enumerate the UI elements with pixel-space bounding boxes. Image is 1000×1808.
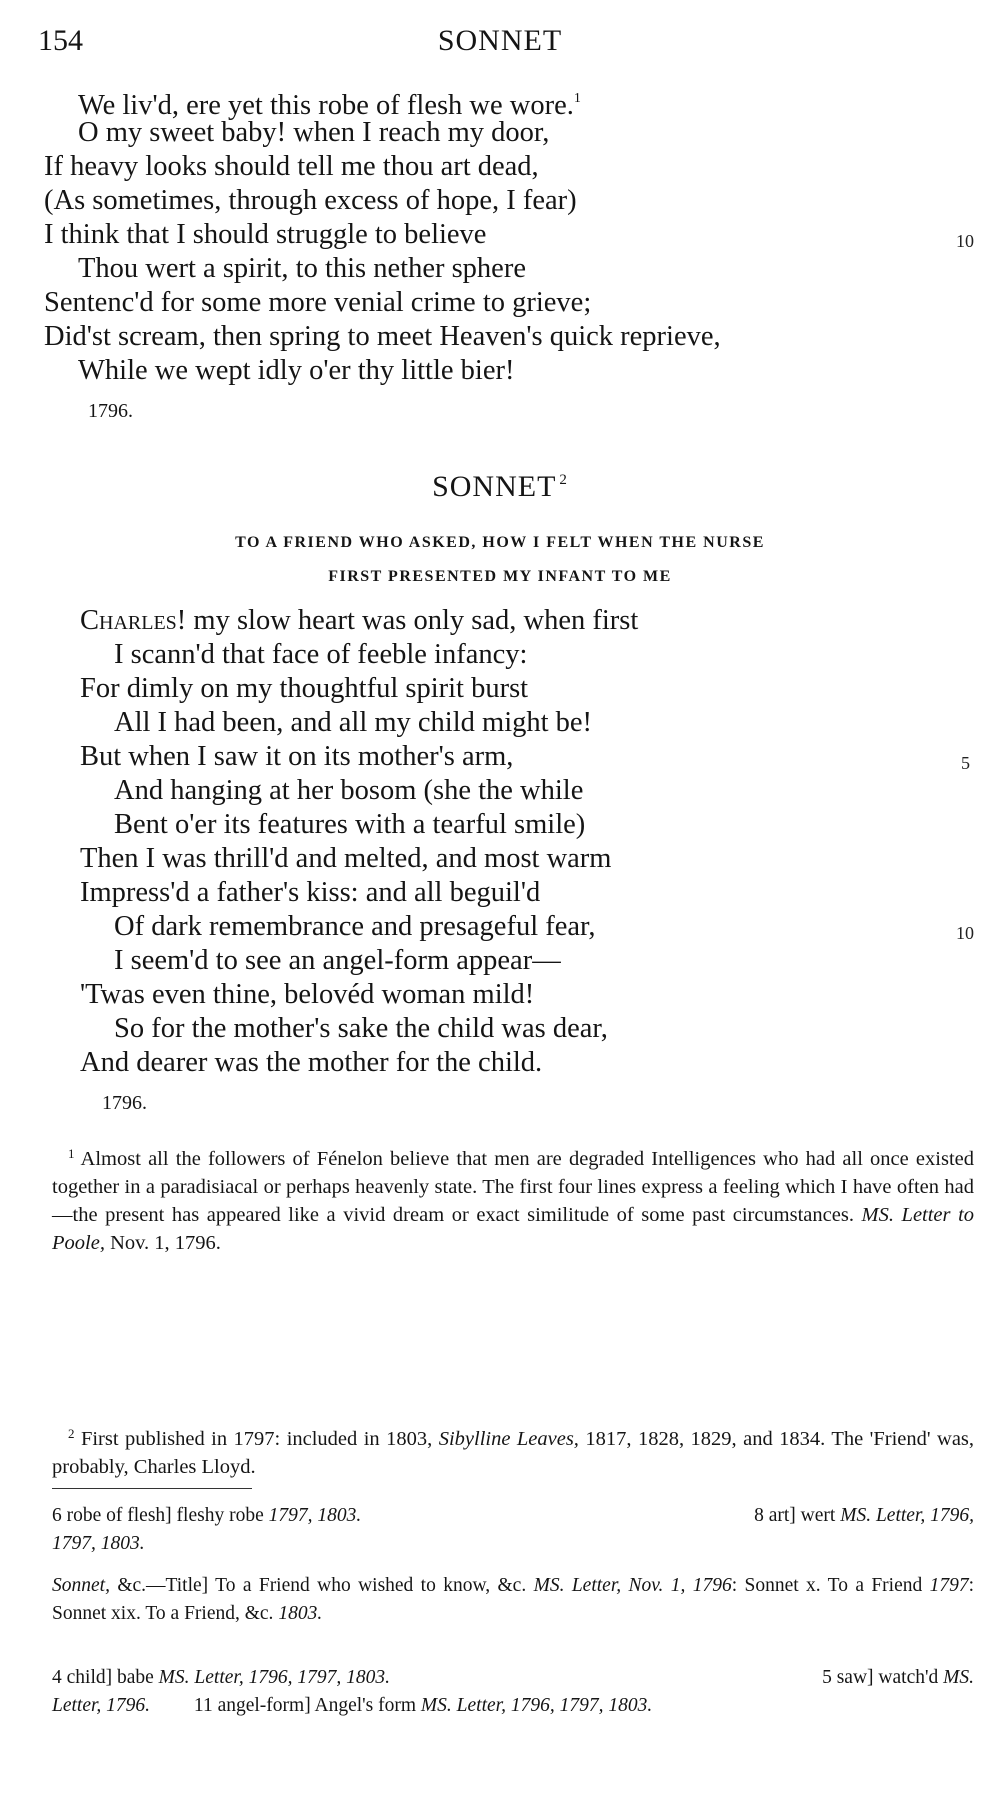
- footnote-1: $^1$ Almost all the followers of Fénelon believe that men are degraded Intelligences who had all once existed together in a paradisiacal or perhaps heavenly state. The first four lines express a feeling which I have often had—the present has appeared like a vivid dream or exact similitude of some past circumstances. MS. Letter to Poole, Nov. 1, 1796.: [52, 1146, 975, 1254]
- poem-line: Did'st scream, then spring to meet Heaven's quick reprieve,: [44, 321, 721, 352]
- divider-rule: [52, 1488, 252, 1489]
- poem-line: Of dark remembrance and presageful fear, 10: [114, 910, 974, 944]
- poem-line: O my sweet baby! when I reach my door,: [78, 117, 550, 148]
- poem-line: I seem'd to see an angel-form appear—: [114, 945, 561, 976]
- page-number: 154: [38, 24, 83, 57]
- poem-line: And hanging at her bosom (she the while: [114, 775, 584, 806]
- poem-line: For dimly on my thoughtful spirit burst: [80, 673, 529, 704]
- footnote-marker: 1: [68, 1146, 75, 1161]
- footnote-2: $^2$ First published in 1797: included in 1803, Sibylline Leaves, 1817, 1828, 1829, and 1834. The 'Friend' was, probably, Charles Lloyd.: [52, 1426, 975, 1478]
- poem-line: (As sometimes, through excess of hope, I fear): [44, 185, 577, 216]
- poem-line: I scann'd that face of feeble infancy:: [114, 639, 528, 670]
- poem-line: Sentenc'd for some more venial crime to grieve;: [44, 287, 592, 318]
- poem-line: Then I was thrill'd and melted, and most warm: [80, 843, 612, 874]
- section-subtitle: FIRST PRESENTED MY INFANT TO ME: [328, 568, 672, 585]
- poem-line: So for the mother's sake the child was dear,: [114, 1013, 608, 1044]
- poem-line: 'Twas even thine, belovéd woman mild!: [80, 979, 535, 1010]
- poem-line: If heavy looks should tell me thou art dead,: [44, 151, 539, 182]
- line-number: 10: [956, 231, 974, 251]
- poem-line: But when I saw it on its mother's arm, 5: [80, 740, 970, 774]
- variant-reading-3: 4 child] babe MS. Letter, 1796, 1797, 1803. 5 saw] watch'd MS. Letter, 1796. 11 angel-form] Angel's form MS. Letter, 1796, 1797, 1803.: [52, 1667, 974, 1716]
- poem-line: We liv'd, ere yet this robe of flesh we wore.$^1$: [78, 90, 581, 121]
- line-number: 10: [956, 923, 974, 943]
- poem-line: Bent o'er its features with a tearful smile): [114, 809, 586, 840]
- variant-reading-1: 6 robe of flesh] fleshy robe 1797, 1803. 8 art] wert MS. Letter, 1796, 1797, 1803.: [52, 1505, 974, 1554]
- poem-line: Charles! my slow heart was only sad, when first: [80, 605, 639, 636]
- running-head: [0, 24, 1000, 64]
- poem-date: 1796.: [102, 1092, 147, 1114]
- line-number: 5: [961, 753, 970, 773]
- section-subtitle: TO A FRIEND WHO ASKED, HOW I FELT WHEN THE NURSE: [235, 534, 765, 551]
- poem-line: While we wept idly o'er thy little bier!: [78, 355, 515, 386]
- footnote-marker: 2: [68, 1426, 75, 1441]
- poem-date: 1796.: [88, 400, 133, 422]
- running-title: SONNET: [437, 24, 563, 57]
- footnote-ref: 2: [559, 472, 568, 488]
- section-title: SONNET $^2$: [432, 470, 568, 503]
- poem-line: And dearer was the mother for the child.: [80, 1047, 543, 1078]
- poem-line: All I had been, and all my child might be!: [114, 707, 593, 738]
- variant-reading-2: Sonnet, &c.—Title] To a Friend who wished to know, &c. MS. Letter, Nov. 1, 1796: Sonnet x. To a Friend 1797: Sonnet xix. To a Friend, &c. 1803.: [52, 1575, 975, 1624]
- poem-line: I think that I should struggle to believe 10: [44, 218, 974, 252]
- footnote-ref: 1: [573, 91, 581, 106]
- poem-line: Impress'd a father's kiss: and all beguil'd: [80, 877, 541, 908]
- poem-line: Thou wert a spirit, to this nether sphere: [78, 253, 526, 284]
